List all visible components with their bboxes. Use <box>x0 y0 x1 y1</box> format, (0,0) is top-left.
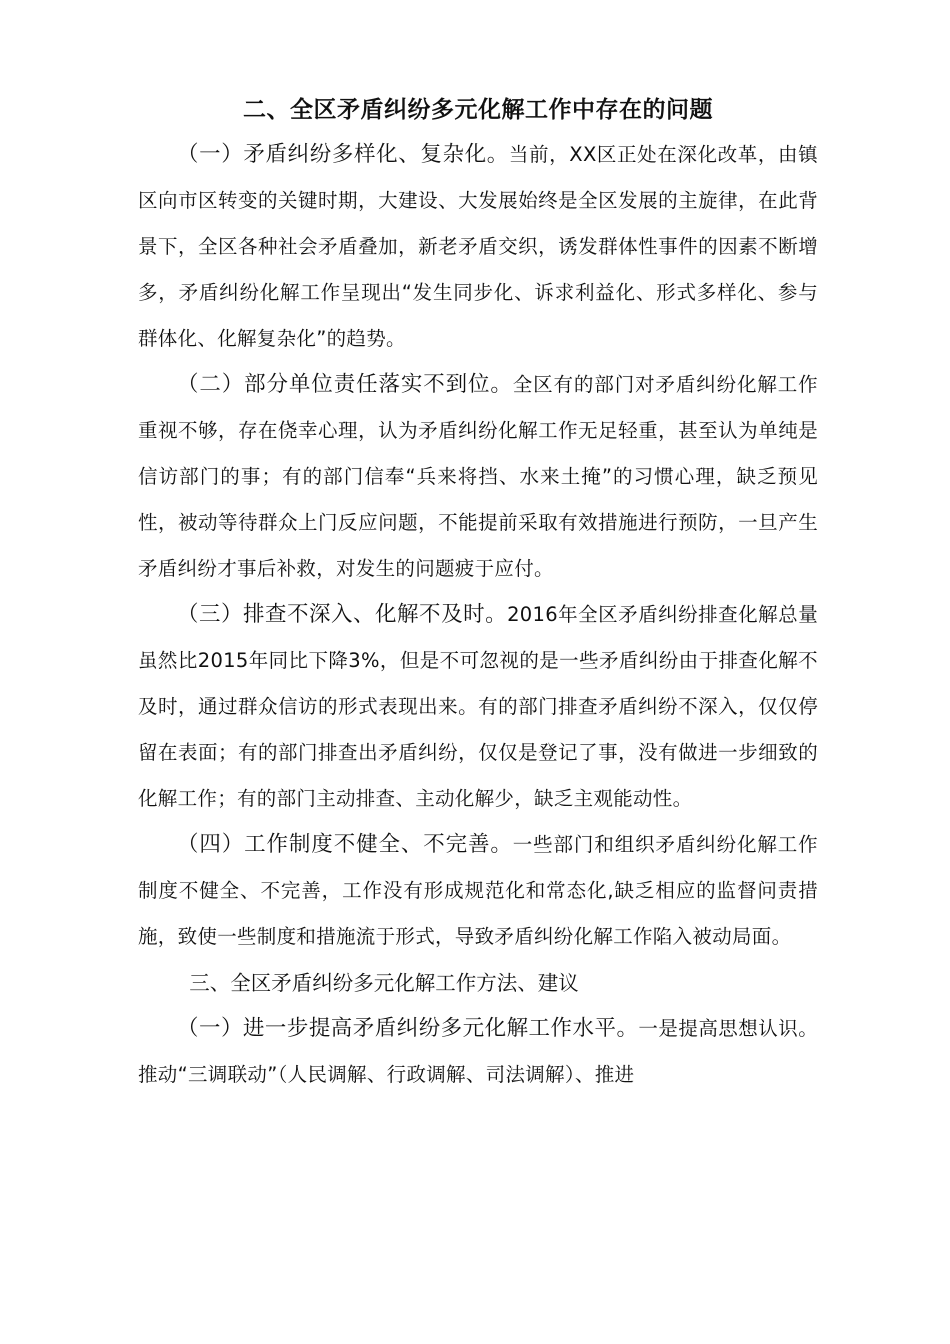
paragraph-1-body: 当前，XX区正处在深化改革，由镇区向市区转变的关键时期，大建设、大发展始终是全区发展的主旋律，在此背景下，全区各种社会矛盾叠加，新老矛盾交织，诱发群体性事件的因素不断增多，矛盾纠纷化解工作呈现出“发生同步化、诉求利益化、形式多样化、参与群体化、化解复杂化”的趋势。 <box>138 143 818 350</box>
paragraph-3-lead: （三）排查不深入、化解不及时。 <box>177 602 508 627</box>
paragraph-4-lead: （四）工作制度不健全、不完善。 <box>177 832 513 857</box>
section-heading: 三、全区矛盾纠纷多元化解工作方法、建议 <box>189 971 579 995</box>
paragraph-2-body: 全区有的部门对矛盾纠纷化解工作重视不够，存在侥幸心理，认为矛盾纠纷化解工作无足轻重，甚至认为单纯是信访部门的事；有的部门信奉“兵来将挡、水来土掩”的习惯心理，缺乏预见性，被动等待群众上门反应问题，不能提前采取有效措施进行预防，一旦产生矛盾纠纷才事后补救，对发生的问题疲于应付。 <box>138 373 818 580</box>
paragraph-5-body: 一是提高思想认识。推动“三调联动”（人民调解、行政调解、司法调解）、推进 <box>138 1017 818 1086</box>
paragraph-3 <box>138 592 818 822</box>
paragraph-5-lead: （一）进一步提高矛盾纠纷多元化解工作水平。 <box>177 1016 639 1041</box>
paragraph-3-body: 2016年全区矛盾纠纷排查化解总量虽然比2015年同比下降3%，但是不可忽视的是一些矛盾纠纷由于排查化解不及时，通过群众信访的形式表现出来。有的部门排查矛盾纠纷不深入，仅仅停留在表面；有的部门排查出矛盾纠纷，仅仅是登记了事，没有做进一步细致的化解工作；有的部门主动排查、主动化解少，缺乏主观能动性。 <box>138 603 818 810</box>
paragraph-5 <box>138 1006 818 1098</box>
paragraph-2-lead: （二）部分单位责任落实不到位。 <box>177 372 513 397</box>
paragraph-4 <box>138 822 818 960</box>
document-title: 二、全区矛盾纠纷多元化解工作中存在的问题 <box>243 97 713 123</box>
paragraph-1-lead: （一）矛盾纠纷多样化、复杂化。 <box>177 142 509 167</box>
paragraph-2 <box>138 362 818 592</box>
paragraph-4-body: 一些部门和组织矛盾纠纷化解工作制度不健全、不完善，工作没有形成规范化和常态化,缺乏相应的监督问责措施，致使一些制度和措施流于形式，导致矛盾纠纷化解工作陷入被动局面。 <box>138 833 818 948</box>
paragraph-1 <box>138 132 818 362</box>
